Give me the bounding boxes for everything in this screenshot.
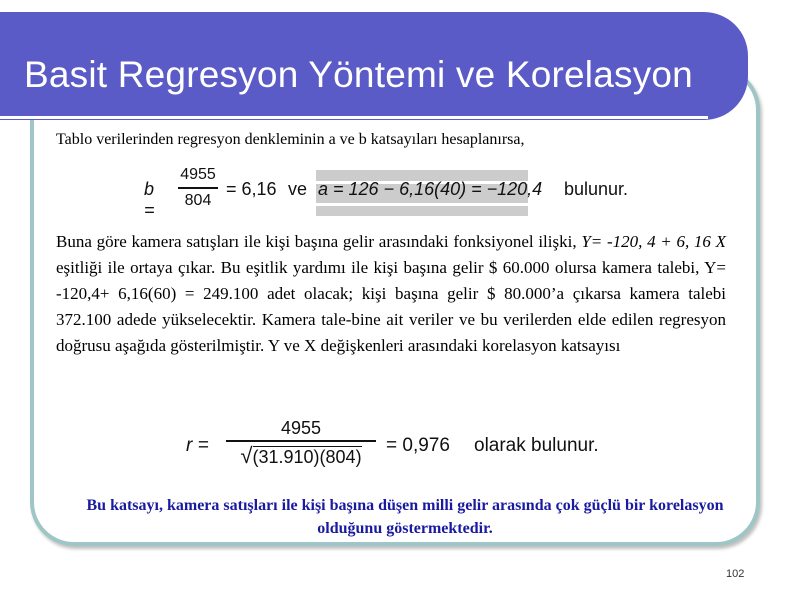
r-result: = 0,976 — [386, 435, 450, 456]
b-numerator: 4955 — [180, 166, 216, 183]
a-expression: a = 126 − 6,16(40) = −120,4 — [318, 179, 543, 199]
olarak-bulunur-text: olarak bulunur. — [474, 435, 599, 456]
b-fraction — [178, 166, 218, 210]
explanation-paragraph — [56, 229, 726, 359]
r-denominator-wrap — [226, 442, 376, 468]
r-lhs: r = — [186, 435, 209, 456]
b-result: = 6,16 — [226, 179, 277, 199]
equation-r — [186, 419, 646, 485]
intro-text: Tablo verilerinden regresyon denkleminin a ve b katsayıları hesaplanırsa, — [56, 131, 525, 148]
regression-equation-inline: Y= -120, 4 + 6, 16 X — [581, 232, 727, 251]
title-bar — [0, 12, 748, 120]
paragraph-part-2: eşitliği ile ortaya çıkar. Bu eşitlik yardımı ile kişi başına gelir $ 60.000 olursa kamera talebi, Y= -120,4+ 6,16(60) = 249.100 adet olacak; kişi başına gelir $ 80.000’a çıkarsa kamera talebi 372.100 adede yükselecektir. Kamera tale-bine ait veriler ve bu verilerden elde edilen regresyon doğrusu aşağıda gösterilmiştir. Y ve X değişkenleri arasındaki korelasyon katsayısı — [56, 258, 726, 355]
r-fraction — [226, 419, 376, 468]
b-lhs: b = — [144, 179, 155, 220]
slide-title: Basit Regresyon Yöntemi ve Korelasyon — [24, 54, 693, 95]
fraction-bar — [178, 187, 218, 189]
sqrt-icon: √ — [240, 442, 253, 468]
b-denominator: 804 — [184, 191, 212, 209]
r-numerator: 4955 — [280, 418, 322, 438]
connector-ve: ve — [288, 179, 308, 199]
paragraph-part-1: Buna göre kamera satışları ile kişi başına gelir arasındaki fonksiyonel ilişki, — [56, 232, 577, 251]
fraction-bar — [226, 440, 376, 442]
title-underline — [0, 116, 708, 119]
r-denominator: (31.910)(804) — [252, 446, 362, 467]
conclusion-text: Bu katsayı, kamera satışları ile kişi başına düşen milli gelir arasında çok güçlü bir korelasyon olduğunu göstermektedir. — [86, 497, 724, 537]
page-number: 102 — [726, 568, 745, 580]
bulunur-text: bulunur. — [564, 179, 629, 199]
